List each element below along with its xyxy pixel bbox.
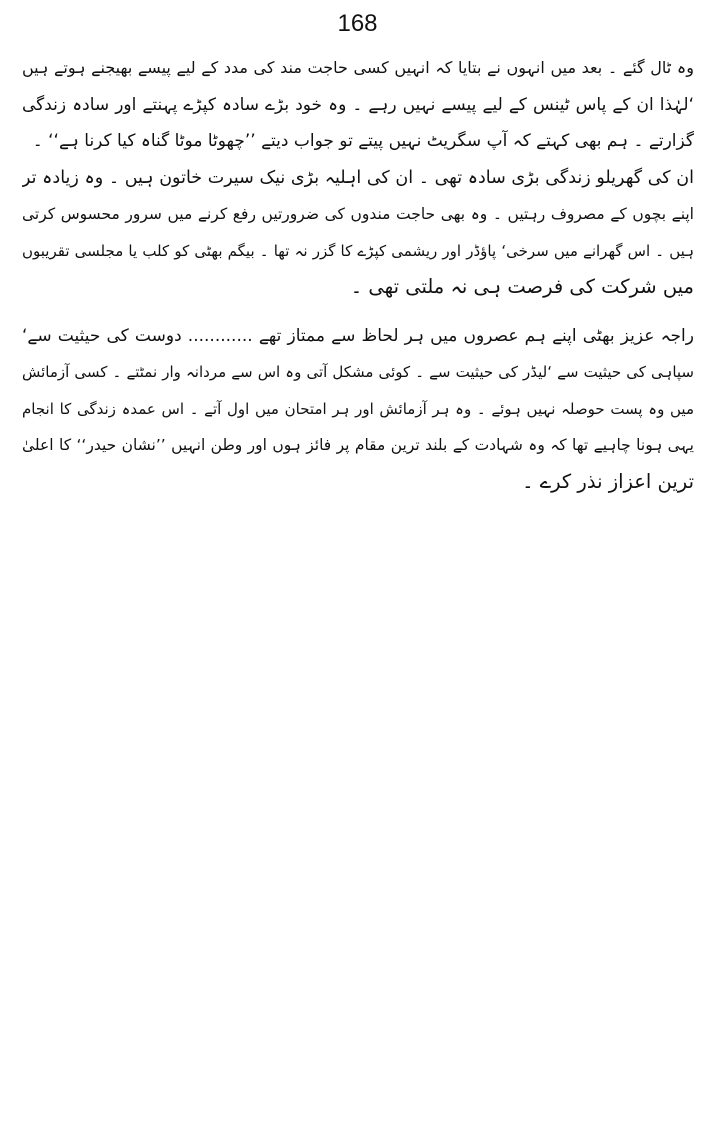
text-line: یہی ہونا چاہیے تھا کہ وہ شہادت کے بلند ترین مقام پر فائز ہوں اور وطن انہیں ’’نشان حیدر‘‘ کا اعلیٰ: [22, 436, 694, 454]
paragraph-3: [22, 318, 694, 501]
text-line: وہ ٹال گئے ۔ بعد میں انہوں نے بتایا کہ انہیں کسی حاجت مند کی مدد کے لیے پیسے بھیجنے ہوتے ہیں: [22, 58, 694, 77]
body-text: [22, 50, 694, 500]
text-line: گزارتے ۔ ہم بھی کہتے کہ آپ سگریٹ نہیں پیتے تو جواب دیتے ’’چھوٹا موٹا گناہ کیا کرنا ہے‘‘ ۔: [32, 131, 694, 151]
paragraph-1: [22, 50, 694, 160]
text-line: ‘لہٰذا ان کے پاس ٹینس کے لیے پیسے نہیں رہے ۔ وہ خود بڑے سادہ کپڑے پہنتے اور سادہ زندگی: [22, 94, 694, 115]
text-line: راجہ عزیز بھٹی اپنے ہم عصروں میں ہر لحاظ سے ممتاز تھے ............ دوست کی حیثیت سے‘: [22, 325, 694, 346]
text-line: ترین اعزاز نذر کرے ۔: [522, 469, 694, 493]
paragraph-gap: [22, 306, 694, 318]
text-line: اپنے بچوں کے مصروف رہتیں ۔ وہ بھی حاجت مندوں کی ضرورتیں رفع کرنے میں سرور محسوس کرتی: [22, 205, 694, 223]
text-line: سپاہی کی حیثیت سے ‘لیڈر کی حیثیت سے ۔ کوئی مشکل آتی وہ اس سے مردانہ وار نمٹتے ۔ کسی آزمائش: [22, 363, 694, 381]
text-line: میں شرکت کی فرصت ہی نہ ملتی تھی ۔: [350, 275, 694, 298]
text-line: ہیں ۔ اس گھرانے میں سرخی‘ پاؤڈر اور ریشمی کپڑے کا گزر نہ تھا ۔ بیگم بھٹی کو کلب یا مجلسی تقریبوں: [22, 241, 694, 260]
page-number: 168: [337, 10, 378, 37]
paragraph-2: [22, 160, 694, 306]
text-line: ان کی گھریلو زندگی بڑی سادہ تھی ۔ ان کی اہلیہ بڑی نیک سیرت خاتون ہیں ۔ وہ زیادہ تر: [22, 167, 694, 188]
text-line: میں وہ پست حوصلہ نہیں ہوئے ۔ وہ ہر آزمائش اور ہر امتحان میں اول آتے ۔ اس عمدہ زندگی کا انجام: [22, 399, 694, 418]
